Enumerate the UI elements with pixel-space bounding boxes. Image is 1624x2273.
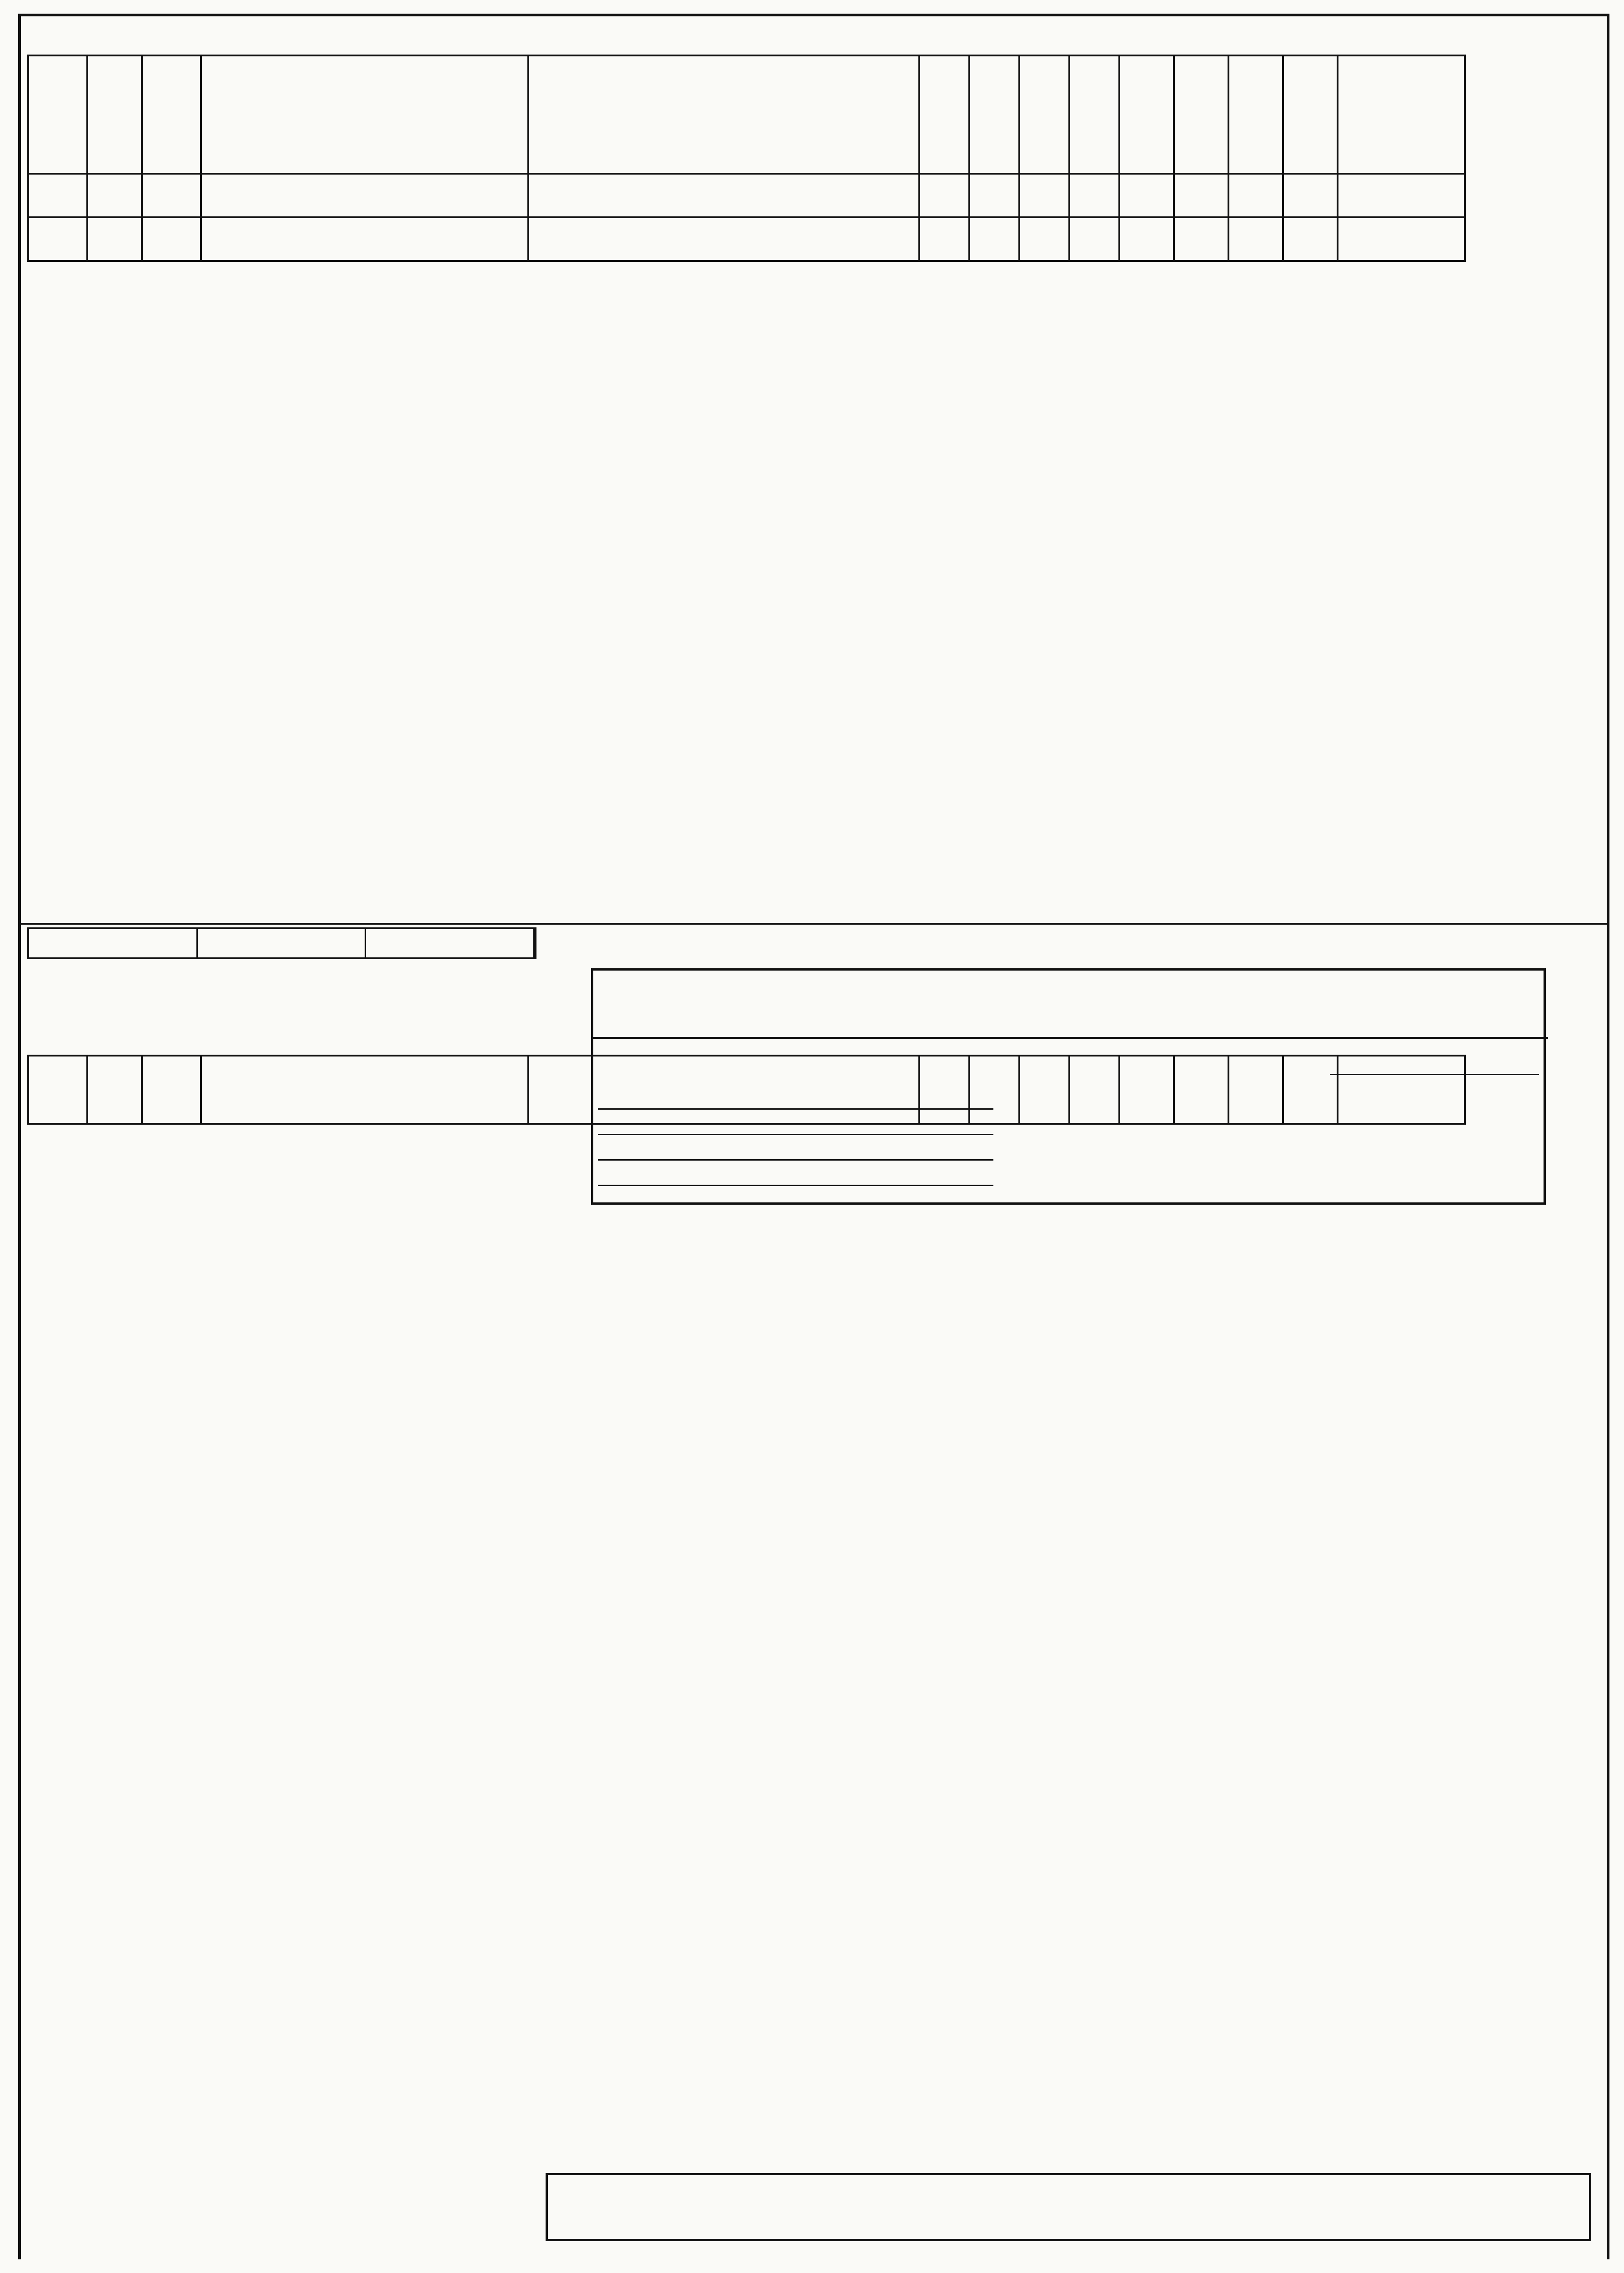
col-note	[1338, 55, 1465, 174]
col-zone	[87, 55, 142, 174]
empty-col	[1228, 55, 1283, 174]
frame-left	[18, 14, 21, 2259]
signature-row	[598, 1135, 993, 1161]
empty-col	[1283, 55, 1338, 174]
frame-top	[18, 14, 1609, 16]
cipher-col-2	[1019, 55, 1069, 174]
exec-1	[969, 1056, 1019, 1124]
empty-col	[1283, 1056, 1338, 1124]
exec-2	[1019, 174, 1069, 217]
section-documentation	[528, 217, 919, 261]
col-name	[528, 55, 919, 174]
col-name	[528, 1056, 919, 1124]
col-note	[1338, 1056, 1465, 1124]
col-pos	[142, 55, 201, 174]
col-cipher	[919, 55, 969, 174]
col-format	[28, 1056, 87, 1124]
spec-header-row	[28, 55, 1465, 174]
stamp-replaced-inv	[366, 929, 535, 957]
sheet2-code	[546, 2173, 1591, 2241]
empty-col	[1119, 1056, 1174, 1124]
page-split-line	[18, 923, 1609, 925]
col-zone	[87, 1056, 142, 1124]
stamp-signature-date	[198, 929, 366, 957]
col-pos	[142, 1056, 201, 1124]
empty-col	[1228, 1056, 1283, 1124]
exec-2	[1019, 1056, 1069, 1124]
title-block-code	[593, 971, 1548, 1039]
exec-0	[919, 174, 969, 217]
spec-header-row	[28, 1056, 1465, 1124]
section-row	[28, 217, 1465, 261]
col-format	[28, 55, 87, 174]
empty-col	[1174, 1056, 1228, 1124]
exec-3	[1069, 174, 1119, 217]
empty-col	[1174, 55, 1228, 174]
stamp-inv-number	[29, 929, 198, 957]
frame-right	[1607, 14, 1609, 2259]
exec-3	[1069, 1056, 1119, 1124]
signature-row	[598, 1161, 993, 1186]
cipher-col-4	[1119, 55, 1174, 174]
exec-1	[969, 174, 1019, 217]
col-designation	[201, 55, 528, 174]
col-designation	[201, 1056, 528, 1124]
cipher-col-3	[1069, 55, 1119, 174]
spec-table-sheet1	[27, 55, 1466, 262]
cipher-col-1	[969, 55, 1019, 174]
spec-table-sheet2	[27, 1055, 1466, 1125]
exec-row	[28, 174, 1465, 217]
exec-0	[919, 1056, 969, 1124]
qty-label	[528, 174, 919, 217]
inventory-stamp-row	[27, 927, 536, 959]
